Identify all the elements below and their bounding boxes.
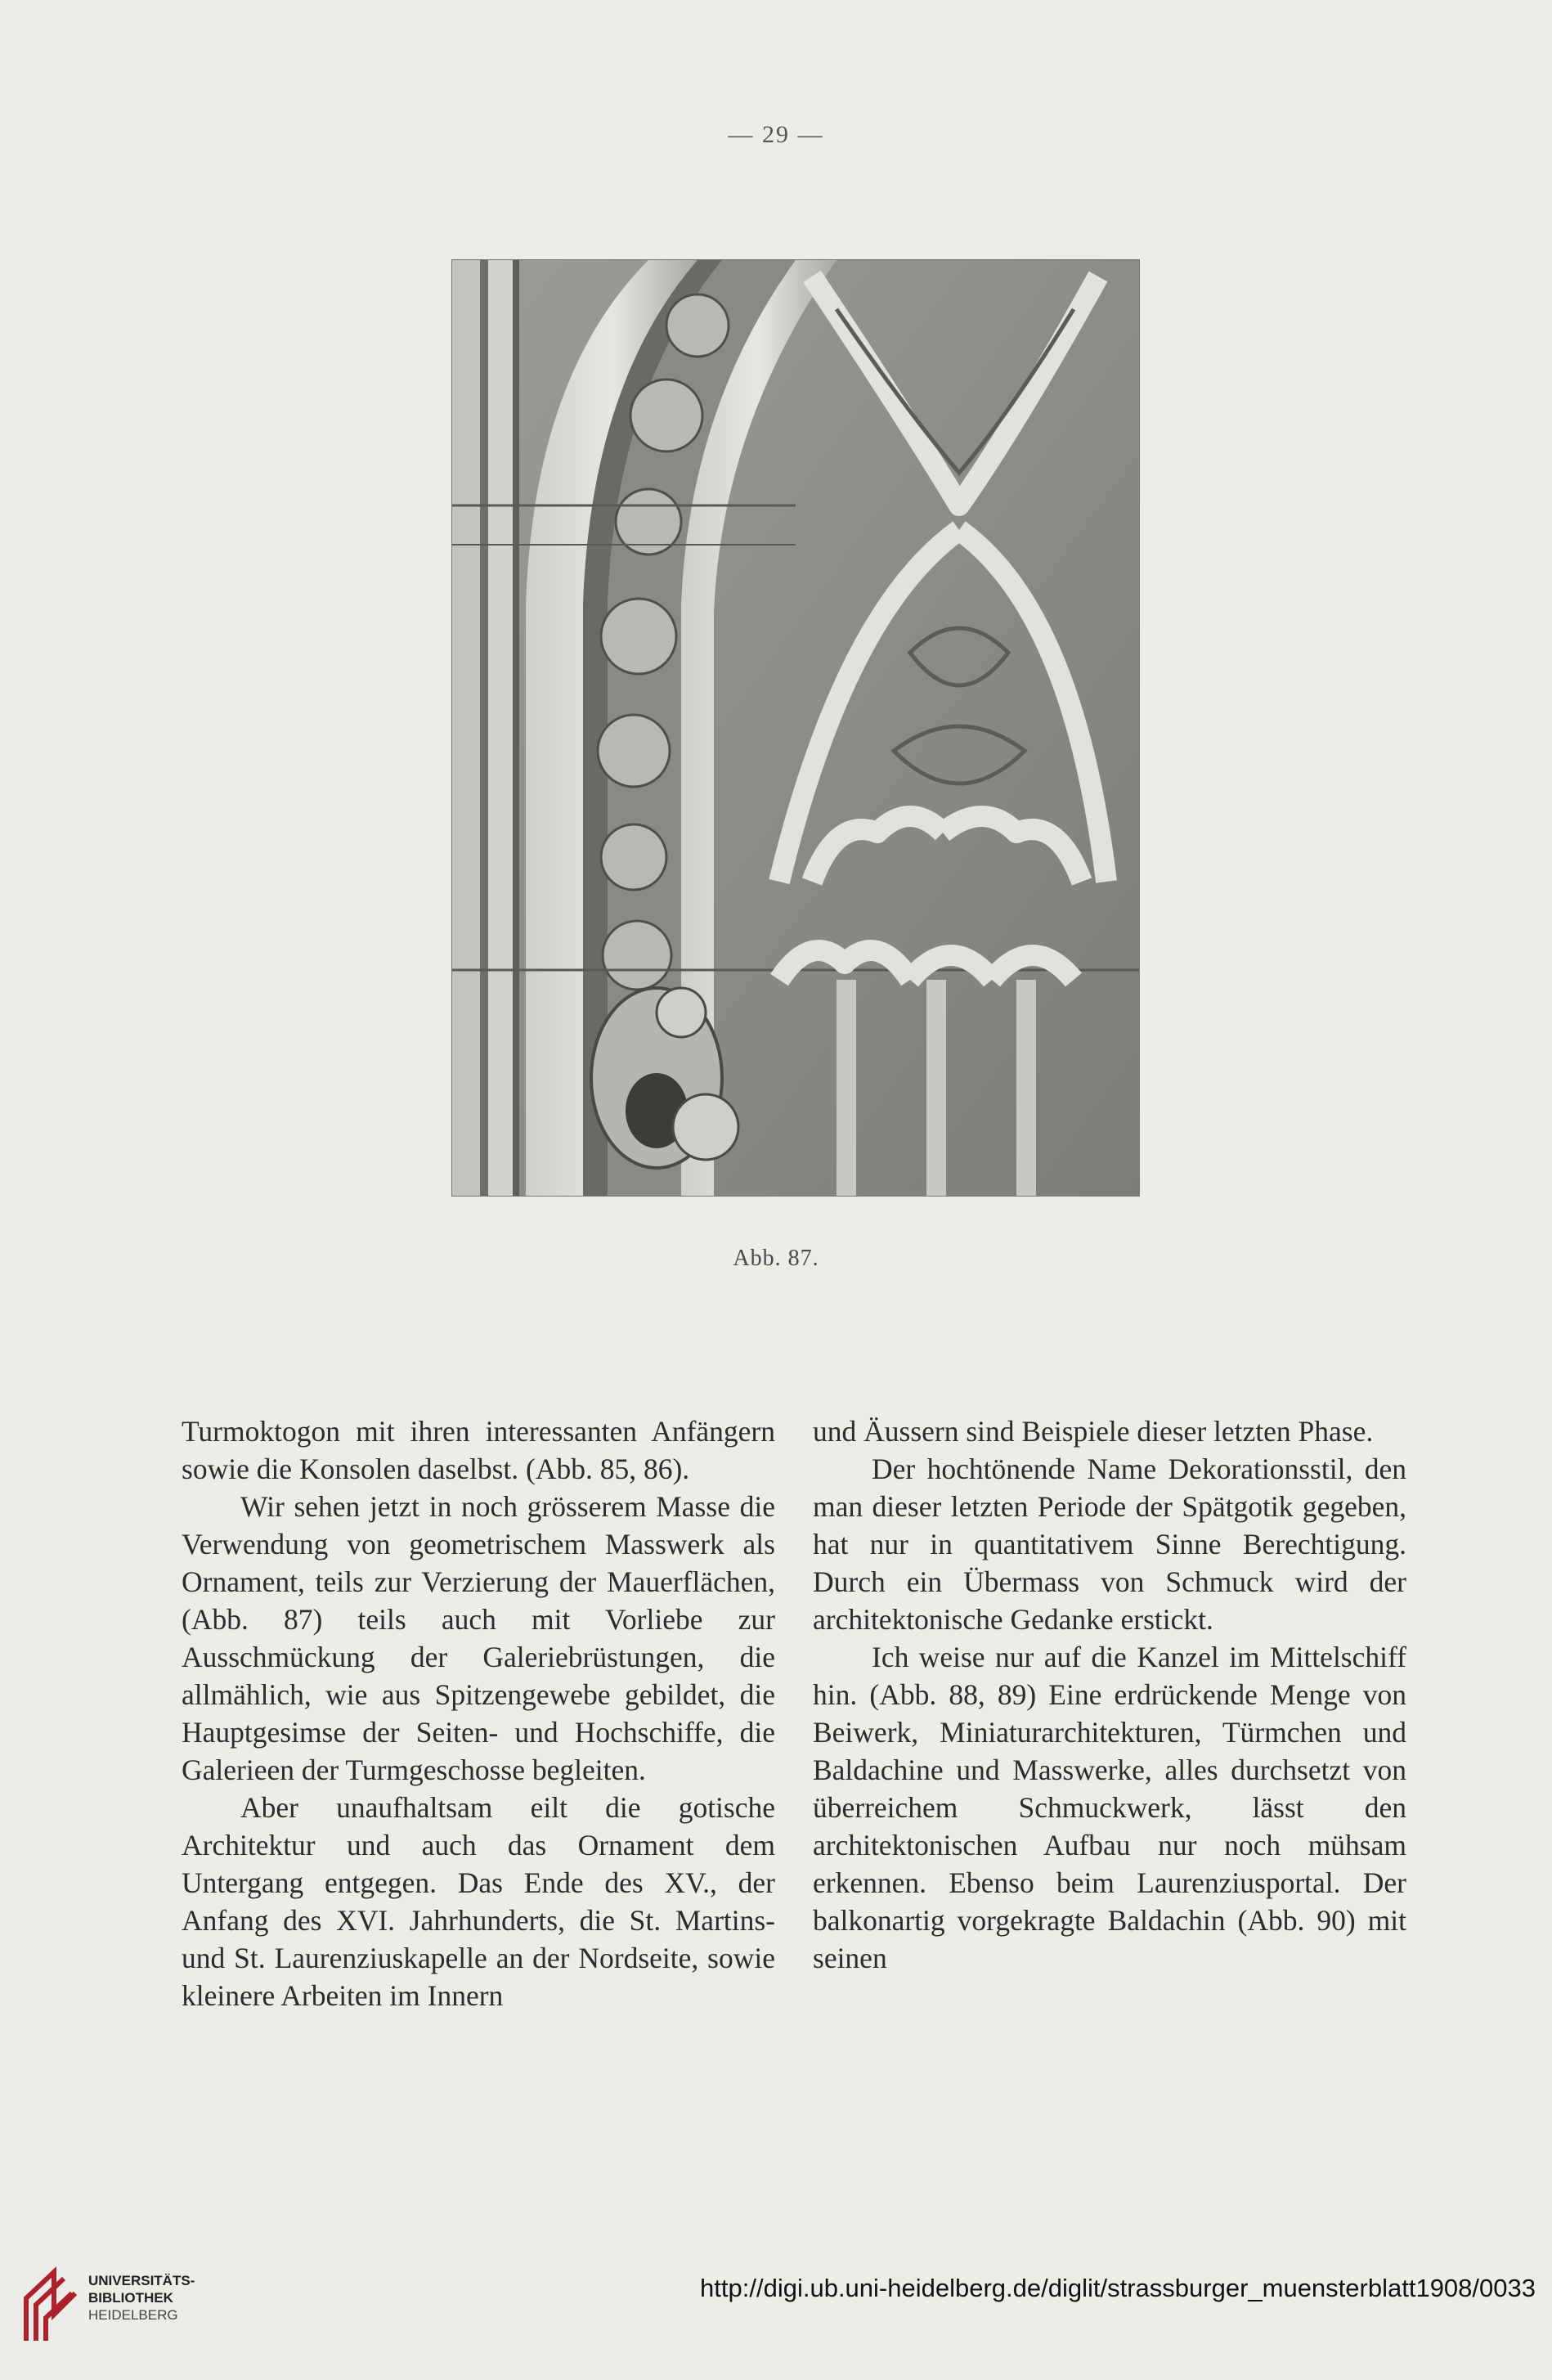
- university-library-logo-icon: [18, 2265, 82, 2347]
- paragraph: Aber unaufhaltsam eilt die gotische Architektur und auch das Ornament dem Untergang entgegen. Das Ende des XV., der Anfang des XVI. Jahrhunderts, die St. Martins- und St. Laurenziuskapelle an der Nordseite, sowie kleinere Arbeiten im Innern: [182, 1791, 775, 2012]
- right-text-column: [813, 1412, 1406, 1977]
- library-name: [88, 2272, 195, 2324]
- left-text-column: [182, 1412, 775, 2014]
- paragraph: Turmoktogon mit ihren interessanten Anfängern sowie die Konsolen daselbst. (Abb. 85, 86).: [182, 1415, 775, 1485]
- paragraph: und Äussern sind Beispiele dieser letzten Phase.: [813, 1415, 1374, 1448]
- page-number: — 29 —: [728, 121, 824, 148]
- gothic-tracery-photo: [452, 260, 1139, 1196]
- library-line: BIBLIOTHEK: [88, 2290, 173, 2306]
- footer: [0, 2239, 1552, 2380]
- library-line: UNIVERSITÄTS-: [88, 2273, 195, 2288]
- figure-caption: Abb. 87.: [733, 1246, 819, 1271]
- library-line: HEIDELBERG: [88, 2307, 178, 2323]
- paragraph: Wir sehen jetzt in noch grösserem Masse die Verwendung von geometrischem Masswerk als Ornament, teils zur Verzierung der Mauerflächen, (Abb. 87) teils auch mit Vorliebe zur Ausschmückung der Galeriebrüstungen, die allmählich, wie aus Spitzengewebe gebildet, die Hauptgesimse der Seiten- und Hochschiffe, die Galerieen der Turmgeschosse begleiten.: [182, 1490, 775, 1786]
- figure-photo: [452, 260, 1139, 1196]
- paragraph: Der hochtönende Name Dekorationsstil, den man dieser letzten Periode der Spätgotik gegeben, hat nur in quantitativem Sinne Berechtigung. Durch ein Übermass von Schmuck wird der architektonische Gedanke erstickt.: [813, 1453, 1406, 1636]
- paragraph: Ich weise nur auf die Kanzel im Mittelschiff hin. (Abb. 88, 89) Eine erdrückende Menge von Beiwerk, Miniaturarchitekturen, Türmchen und Baldachine und Masswerke, alles durchsetzt von überreichem Schmuckwerk, lässt den architektonischen Aufbau nur noch mühsam erkennen. Ebenso beim Laurenziusportal. Der balkonartig vorgekragte Baldachin (Abb. 90) mit seinen: [813, 1641, 1406, 1974]
- source-url-link[interactable]: http://digi.ub.uni-heidelberg.de/diglit/strassburger_muensterblatt1908/0033: [700, 2274, 1536, 2302]
